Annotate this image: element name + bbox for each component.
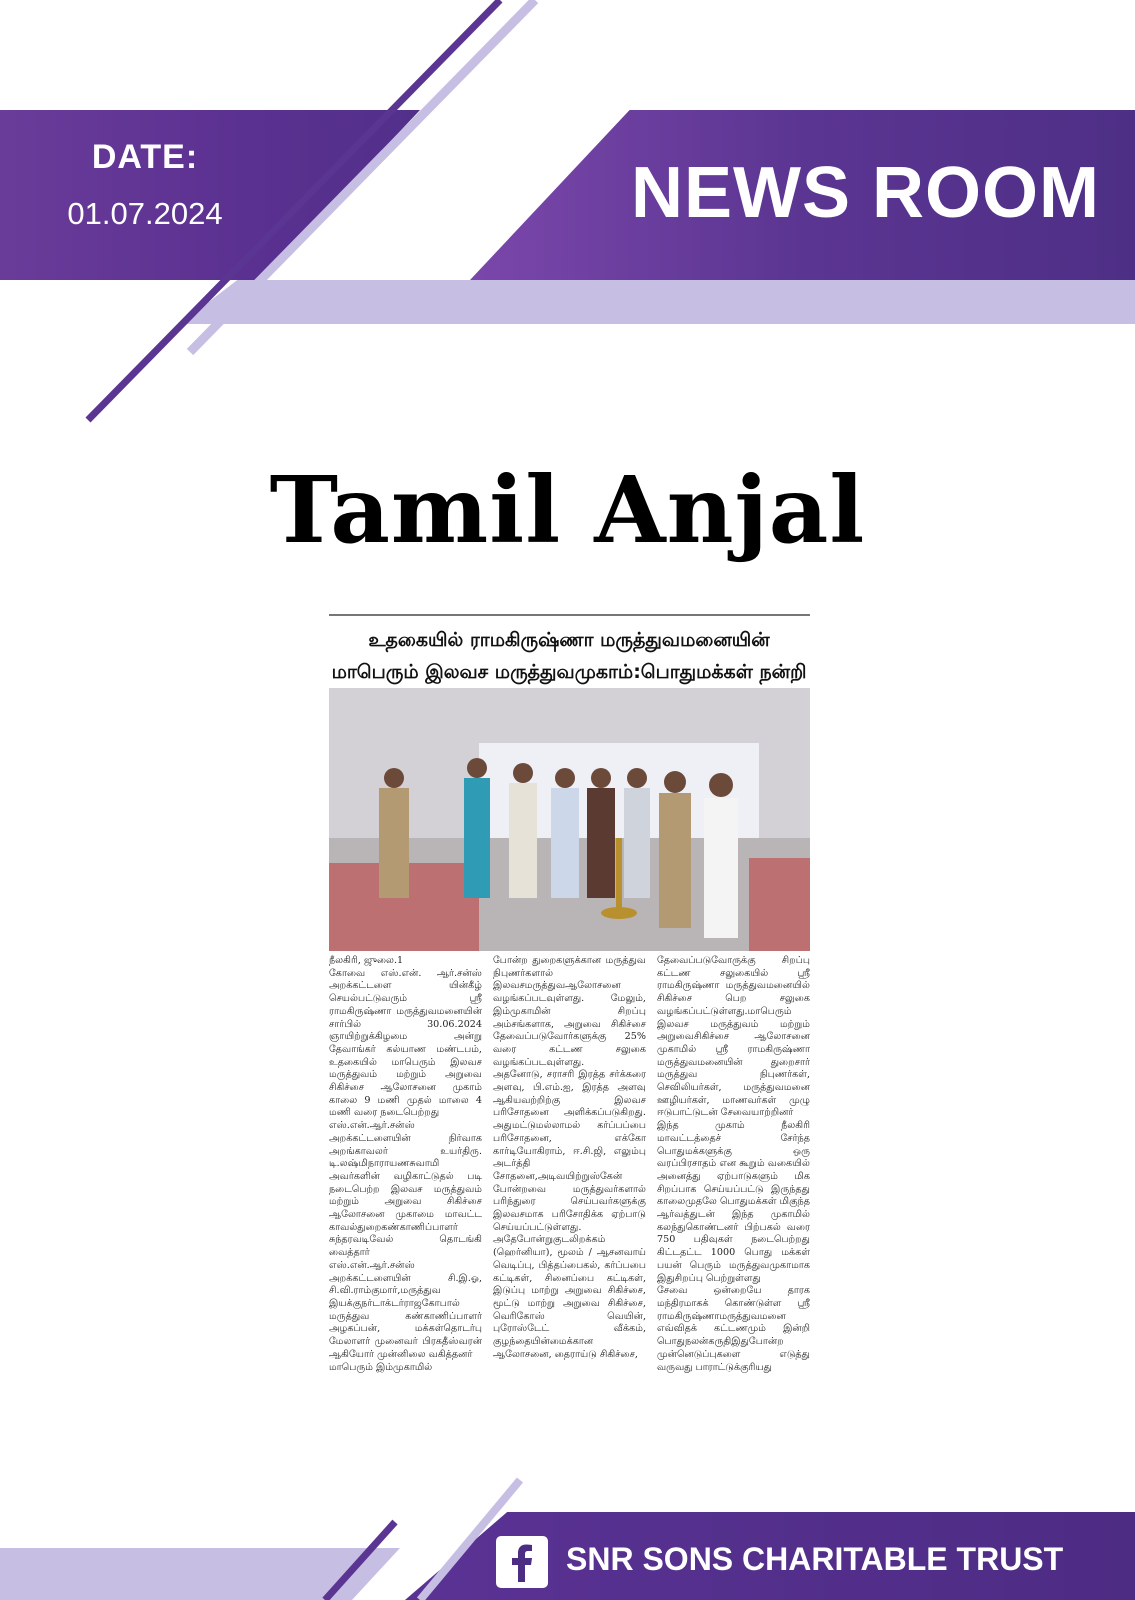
footer-diagonal-stripes	[0, 1460, 1135, 1600]
event-photo-illustration	[329, 688, 810, 951]
article-column-3: தேவைப்படுவோருக்கு சிறப்பு கட்டண சலுகையில் ஸ்ரீ ராமகிருஷ்ணா மருத்துவமனையில் சிகிச்சை பெற சலுகை வழங்கப்பட்டுள்ளது.மாபெரும் இலவச மருத்துவம் மற்றும் அறுவைசிகிச்சை ஆலோசனை முகாமில் ஸ்ரீ ராமகிருஷ்ணா மருத்துவமனையின் துறைசார் மருத்துவ நிபுணர்கள், செவிலியர்கள், மருத்துவமனை ஊழியர்கள், மாணவர்கள் முழு ஈடுபாட்டுடன் சேவையாற்றினர் இந்த முகாம் நீலகிரி மாவட்டத்தைச் சேர்ந்த பொதுமக்களுக்கு ஒரு வரப்பிரசாதம் என கூறும் வகையில் அனைத்து ஏற்பாடுகளும் மிக சிறப்பாக செய்யப்பட்டு இருந்தது காலைமுதலே பொதுமக்கள் மிகுந்த ஆர்வத்துடன் இந்த முகாமில் கலந்துகொண்டனர் பிற்பகல் வரை 750 பதிவுகள் நடைபெற்றது கிட்டதட்ட 1000 பொது மக்கள் பயன் பெரும் மருத்துவமுகாமாக இதுசிறப்பு பெற்றுள்ளது சேவை ஒன்றையே தாரக மந்திரமாகக் கொண்டுள்ள ஸ்ரீ ராமகிருஷ்ணாமருத்துவமனை எவ்விதக் கட்டணமும் இன்றி பொதுநலன்கருதிஇதுபோன்ற முன்னெடுப்புகளை எடுத்து வருவது பாராட்டுக்குரியது	[657, 955, 810, 1373]
article-column-1: நீலகிரி, ஜுலை.1 கோவை எஸ்.என். ஆர்.சன்ஸ் அறக்கட்டளை யின்கீழ் செயல்பட்டுவரும் ஸ்ரீ ராமகிருஷ்ணா மருத்துவமனையின் சார்பில் 30.06.2024 ஞாயிற்றுக்கிழமை அன்று தேவாங்கர் கல்யாண மண்டபம், உதகையில் மாபெரும் இலவச மருத்துவம் மற்றும் அறுவை சிகிச்சை ஆலோசனை முகாம் காலை 9 மணி முதல் மாலை 4 மணி வரை நடைபெற்றது எஸ்.என்.ஆர்.சன்ஸ் அறக்கட்டளையின் நிர்வாக அறங்காவலர் உயர்திரு. டி.லஷ்மிநாராயணசுவாமி அவர்களின் வழிகாட்டுதல் படி நடைபெற்ற இலவச மருத்துவம் மற்றும் அறுவை சிகிச்சை ஆலோசனை முகாமை மாவட்ட காவல்துறைகண்காணிப்பாளர் சுந்தரவடிவேல் தொடங்கி வைத்தார் எஸ்.என்.ஆர்.சன்ஸ் அறக்கட்டளையின் சி.இ.ஓ, சி.வி.ராம்குமார்,மருத்துவ இயக்குநர்டாக்டர்ராஜகோபால் மருத்துவ கண்காணிப்பாளர் அழகப்பன், மக்கள்தொடர்பு மேலாளர் முனைவர் பிரகதீஸ்வரன் ஆகியோர் முன்னிலை வகித்தனர் மாபெரும் இம்முகாமில்	[329, 955, 482, 1373]
headline-line-1: உதகையில் ராமகிருஷ்ணா மருத்துவமனையின்	[368, 629, 770, 651]
article-body	[329, 955, 810, 1455]
article-column-2: போன்ற துறைகளுக்கான மருத்துவ நிபுணர்களால் இலவசமருத்துவஆலோசனை வழங்கப்படவுள்ளது. மேலும், இம்முகாமின் சிறப்பு அம்சங்களாக, அறுவை சிகிச்சை தேவைப்படுவோர்களுக்கு 25% வரை கட்டண சலுகை வழங்கப்படவுள்ளது. அதனோடு, சராசரி இரத்த சர்க்கரை அளவு, பி.எம்.ஐ, இரத்த அளவு ஆகியவற்றிற்கு இலவச பரிசோதனை அளிக்கப்படுகிறது. அதுமட்டுமல்லாமல் கர்ப்பப்பை பரிசோதனை, எக்கோ கார்டியோகிராம், ஈ.சி.ஜி, எலும்பு அடர்த்தி சோதனை,அடிவயிற்றுஸ்கேன் போன்றவை மருத்துவர்களால் பரிந்துரை செய்பவர்களுக்கு இலவசமாக பரிசோதிக்க ஏற்பாடு செய்யப்பட்டுள்ளது. அதேபோன்றுகுடலிறக்கம் (ஹெர்னியா), மூலம் / ஆசனவாய் வெடிப்பு, பித்தப்பைகல், கர்ப்பபை கட்டிகள், சினைப்பை கட்டிகள், இடுப்பு மாற்று அறுவை சிகிச்சை, மூட்டு மாற்று அறுவை சிகிச்சை, வெரிகோஸ் வெயின், புரோஸ்டேட் வீக்கம், குழந்தையின்மைக்கான ஆலோசனை, தைராய்டு சிகிச்சை,	[493, 955, 646, 1360]
date-label: DATE:	[91, 138, 199, 176]
headline-line-2: மாபெரும் இலவச மருத்துவமுகாம்:பொதுமக்கள் நன்றி	[331, 661, 807, 683]
article-photo	[329, 688, 810, 951]
footer-org-name: SNR SONS CHARITABLE TRUST	[566, 1541, 1064, 1577]
article-headline	[322, 624, 816, 688]
page-title: NEWS ROOM	[631, 153, 1100, 233]
facebook-icon[interactable]	[496, 1536, 548, 1588]
facebook-glyph	[496, 1536, 548, 1588]
publication-name: Tamil Anjal	[269, 456, 866, 564]
date-value: 01.07.2024	[67, 196, 223, 231]
clipping-top-rule	[329, 614, 810, 616]
